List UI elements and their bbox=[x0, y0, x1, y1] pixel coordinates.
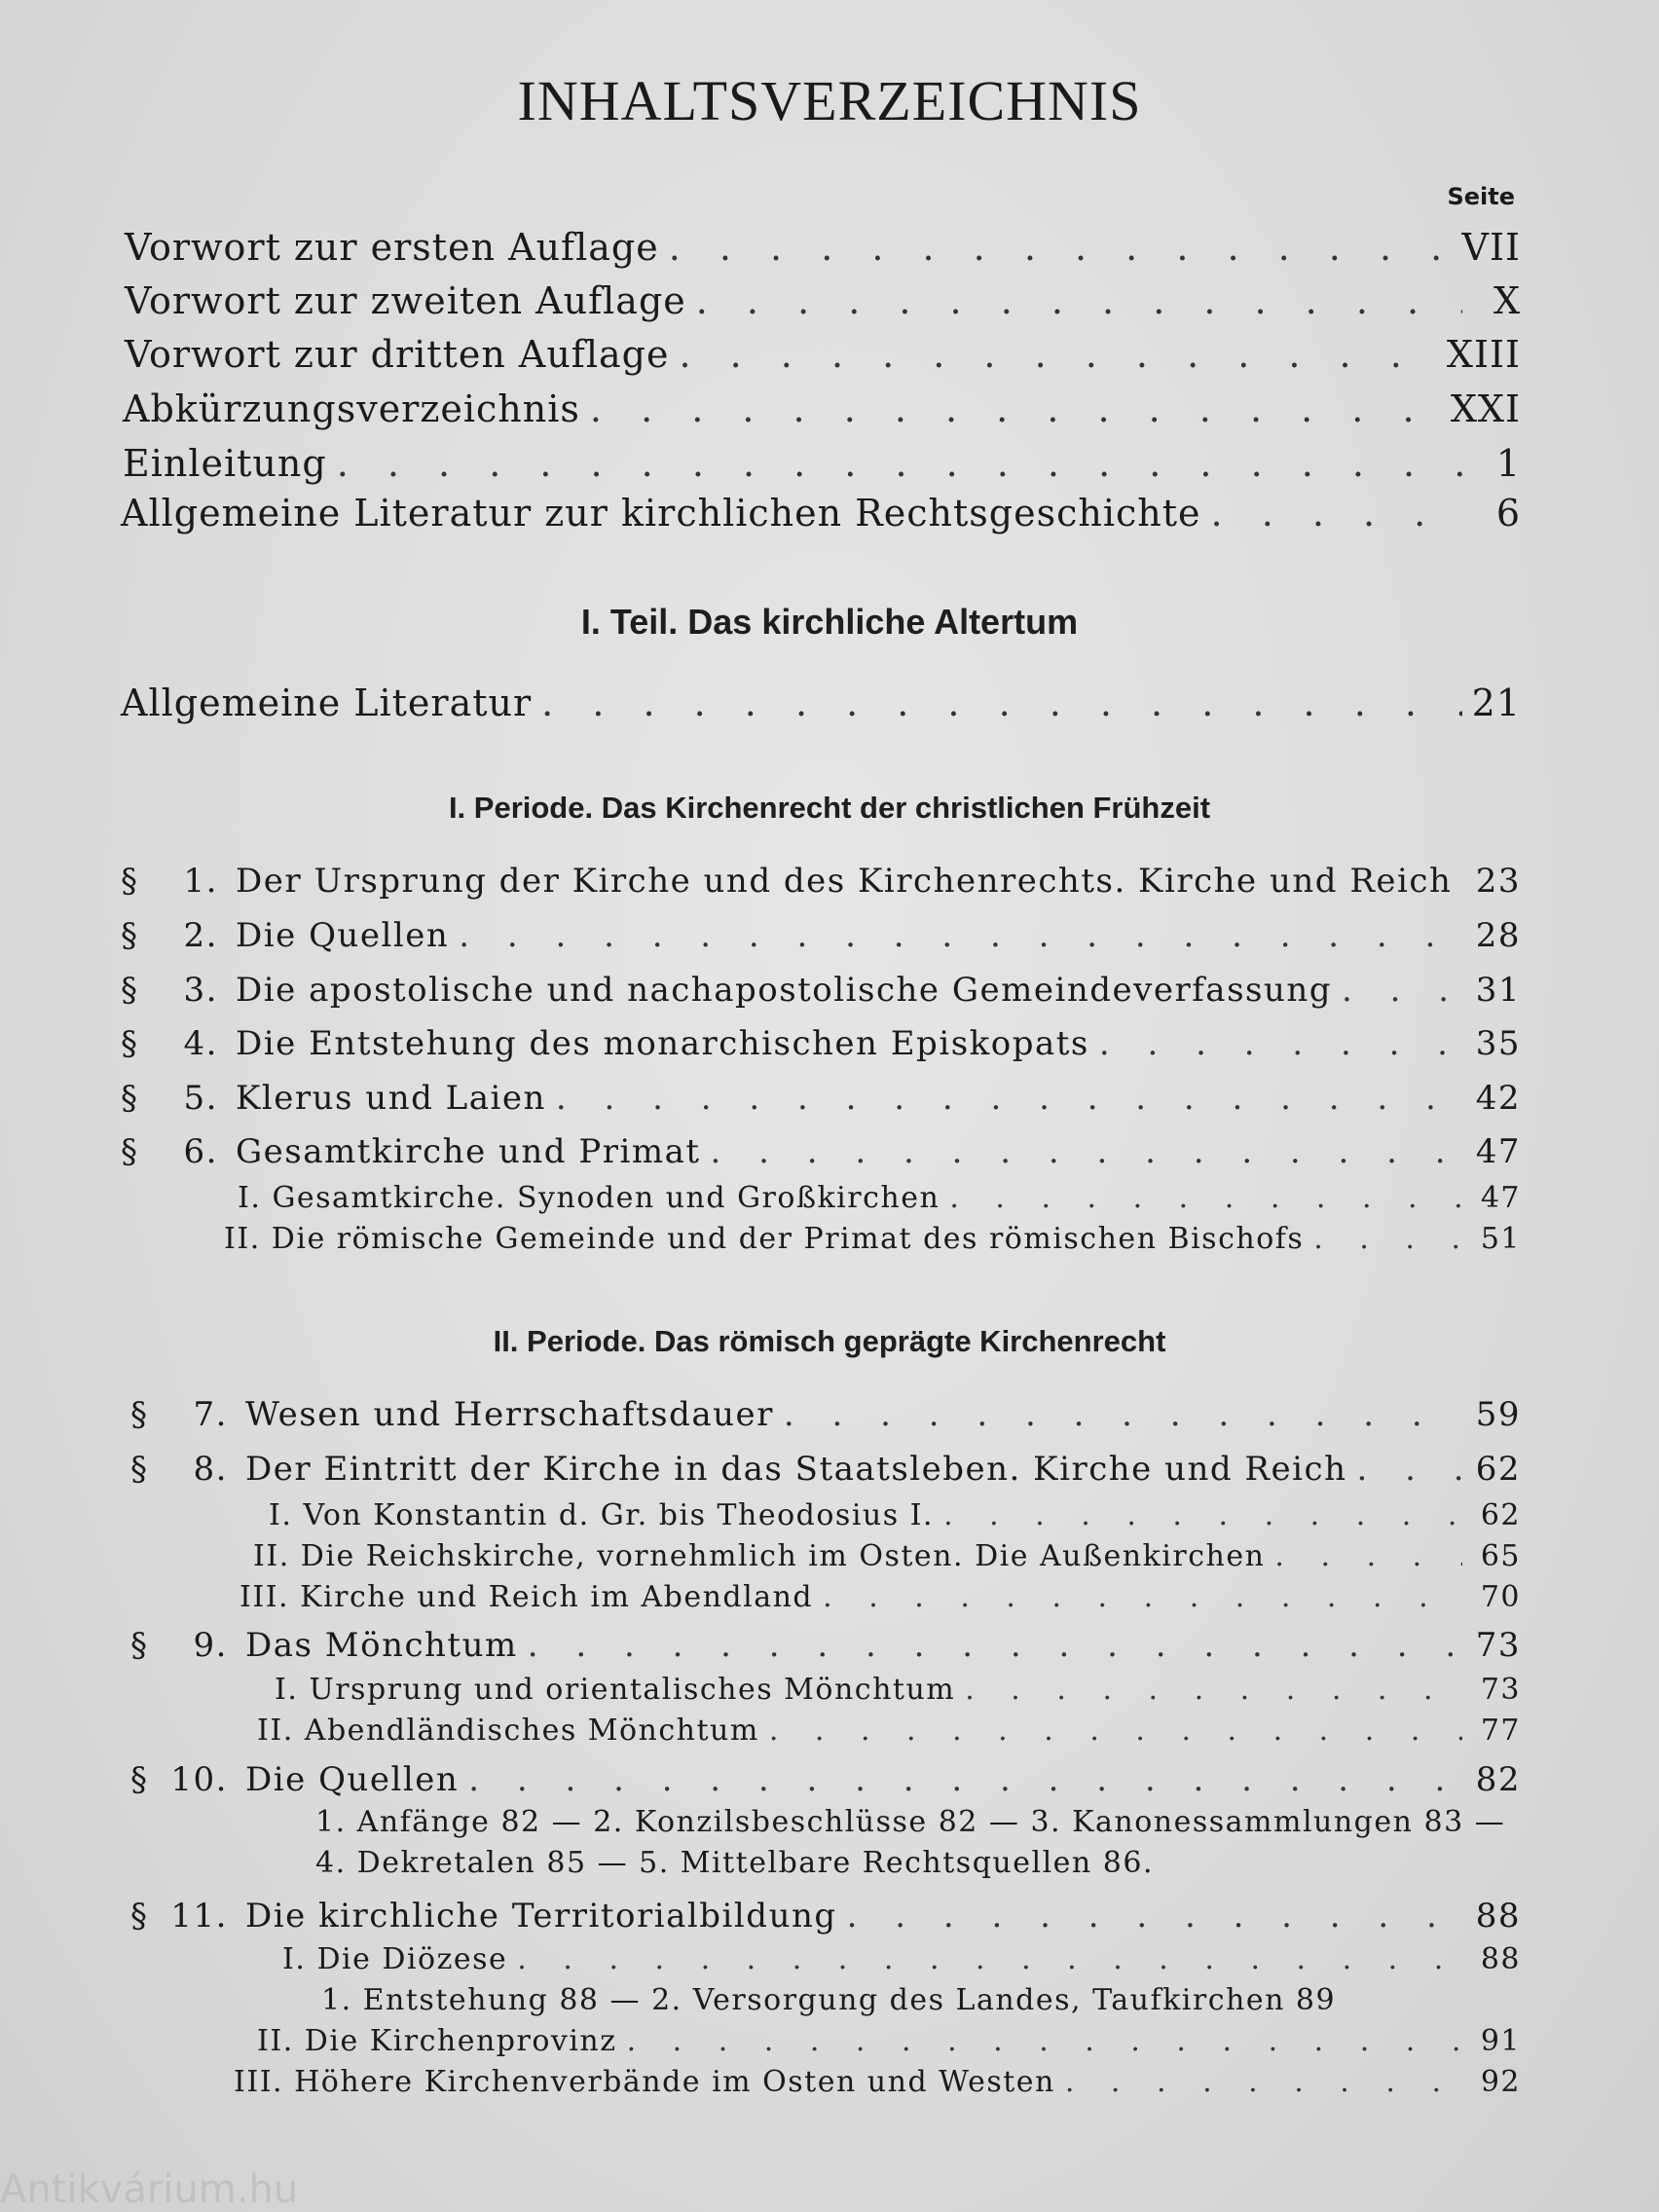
leader-dots bbox=[943, 1498, 1462, 1532]
leader-dots bbox=[696, 279, 1462, 322]
leader-dots bbox=[337, 442, 1462, 485]
leader-dots bbox=[627, 2024, 1462, 2058]
leader-dots bbox=[459, 916, 1462, 955]
section-entry: § 9. Das Mönchtum . . . 73 bbox=[130, 1626, 1521, 1665]
section-entry: § 6. Gesamtkirche und Primat . . . 47 bbox=[121, 1132, 1521, 1171]
section-entry: § 8. Der Eintritt der Kirche in das Staatsleben. Kirche und Reich . . . 62 bbox=[130, 1450, 1521, 1489]
period-heading: I. Periode. Das Kirchenrecht der christlichen Frühzeit bbox=[448, 791, 1211, 825]
leader-dots bbox=[590, 387, 1441, 430]
leader-dots bbox=[711, 1132, 1462, 1171]
leader-dots bbox=[784, 1395, 1462, 1434]
subsection-entry: II. Die Reichskirche, vornehmlich im Osten. Die Außenkirchen . . . 65 bbox=[253, 1539, 1521, 1573]
leader-dots bbox=[541, 682, 1461, 724]
toc-entry: Abkürzungsverzeichnis . . . XXI bbox=[123, 387, 1521, 430]
page-column-label: Seite bbox=[1447, 183, 1515, 210]
toc-entry: Allgemeine Literatur zur kirchlichen Rechtsgeschichte . . . 6 bbox=[121, 492, 1521, 535]
leader-dots bbox=[1274, 1539, 1462, 1573]
leader-dots bbox=[1099, 1024, 1462, 1063]
leader-dots bbox=[669, 226, 1453, 269]
leader-dots bbox=[1211, 492, 1462, 535]
toc-entry: Vorwort zur ersten Auflage . . . VII bbox=[125, 226, 1521, 269]
toc-entry: Vorwort zur zweiten Auflage . . . X bbox=[125, 279, 1521, 322]
leader-dots bbox=[556, 1079, 1462, 1118]
section-entry: § 5. Klerus und Laien . . . 42 bbox=[121, 1079, 1521, 1118]
leader-dots bbox=[679, 333, 1436, 376]
subsection-entry: III. Kirche und Reich im Abendland . . . 70 bbox=[240, 1580, 1521, 1614]
leader-dots bbox=[949, 1181, 1462, 1215]
subsection-entry: II. Abendländisches Mönchtum . . . 77 bbox=[257, 1714, 1521, 1748]
subsection-entry: I. Von Konstantin d. Gr. bis Theodosius I. . . . 62 bbox=[269, 1498, 1521, 1532]
leader-dots bbox=[468, 1760, 1462, 1799]
leader-dots bbox=[528, 1626, 1462, 1665]
subsection-entry: I. Gesamtkirche. Synoden und Großkirchen . . . 47 bbox=[238, 1181, 1521, 1215]
leader-dots bbox=[847, 1897, 1462, 1936]
section-entry: § 11. Die kirchliche Territorialbildung . . . 88 bbox=[130, 1897, 1521, 1936]
leader-dots bbox=[1461, 862, 1462, 901]
section-entry: § 3. Die apostolische und nachapostolische Gemeindeverfassung . . . 31 bbox=[121, 971, 1521, 1010]
section-entry: § 4. Die Entstehung des monarchischen Episkopats . . . 35 bbox=[121, 1024, 1521, 1063]
toc-entry: Einleitung . . . 1 bbox=[123, 442, 1521, 485]
leader-dots bbox=[1356, 1450, 1462, 1489]
subsection-entry: II. Die Kirchenprovinz . . . 91 bbox=[257, 2024, 1521, 2058]
section-entry: § 7. Wesen und Herrschaftsdauer . . . 59 bbox=[130, 1395, 1521, 1434]
leader-dots bbox=[769, 1714, 1462, 1748]
section-detail-line: 1. Entstehung 88 — 2. Versorgung des Landes, Taufkirchen 89 bbox=[321, 1983, 1337, 2017]
watermark: Antikvárium.hu bbox=[0, 2167, 299, 2212]
leader-dots bbox=[1313, 1222, 1462, 1256]
leader-dots bbox=[517, 1942, 1462, 1976]
subsection-entry: III. Höhere Kirchenverbände im Osten und Westen . . . 92 bbox=[234, 2065, 1521, 2099]
section-entry: § 10. Die Quellen . . . 82 bbox=[130, 1760, 1521, 1799]
toc-entry: Allgemeine Literatur . . . 21 bbox=[121, 682, 1521, 724]
subsection-entry: II. Die römische Gemeinde und der Primat des römischen Bischofs . . . 51 bbox=[224, 1222, 1521, 1256]
subsection-entry: I. Ursprung und orientalisches Mönchtum . . . 73 bbox=[275, 1673, 1521, 1707]
leader-dots bbox=[823, 1580, 1462, 1614]
part-heading: I. Teil. Das kirchliche Altertum bbox=[580, 602, 1079, 642]
leader-dots bbox=[1342, 971, 1462, 1010]
section-entry: § 2. Die Quellen . . . 28 bbox=[121, 916, 1521, 955]
toc-entry: Vorwort zur dritten Auflage . . . XIII bbox=[125, 333, 1521, 376]
section-detail-line: 4. Dekretalen 85 — 5. Mittelbare Rechtsquellen 86. bbox=[315, 1846, 1154, 1880]
page-title: INHALTSVERZEICHNIS bbox=[517, 69, 1142, 132]
leader-dots bbox=[965, 1673, 1462, 1707]
section-detail-line: 1. Anfänge 82 — 2. Konzilsbeschlüsse 82 — 3. Kanonessammlungen 83 — bbox=[315, 1805, 1506, 1839]
period-heading: II. Periode. Das römisch geprägte Kirchenrecht bbox=[493, 1324, 1166, 1358]
section-entry: § 1. Der Ursprung der Kirche und des Kirchenrechts. Kirche und Reich . . . 23 bbox=[121, 862, 1521, 901]
leader-dots bbox=[1065, 2065, 1462, 2099]
subsection-entry: I. Die Diözese . . . 88 bbox=[282, 1942, 1521, 1976]
